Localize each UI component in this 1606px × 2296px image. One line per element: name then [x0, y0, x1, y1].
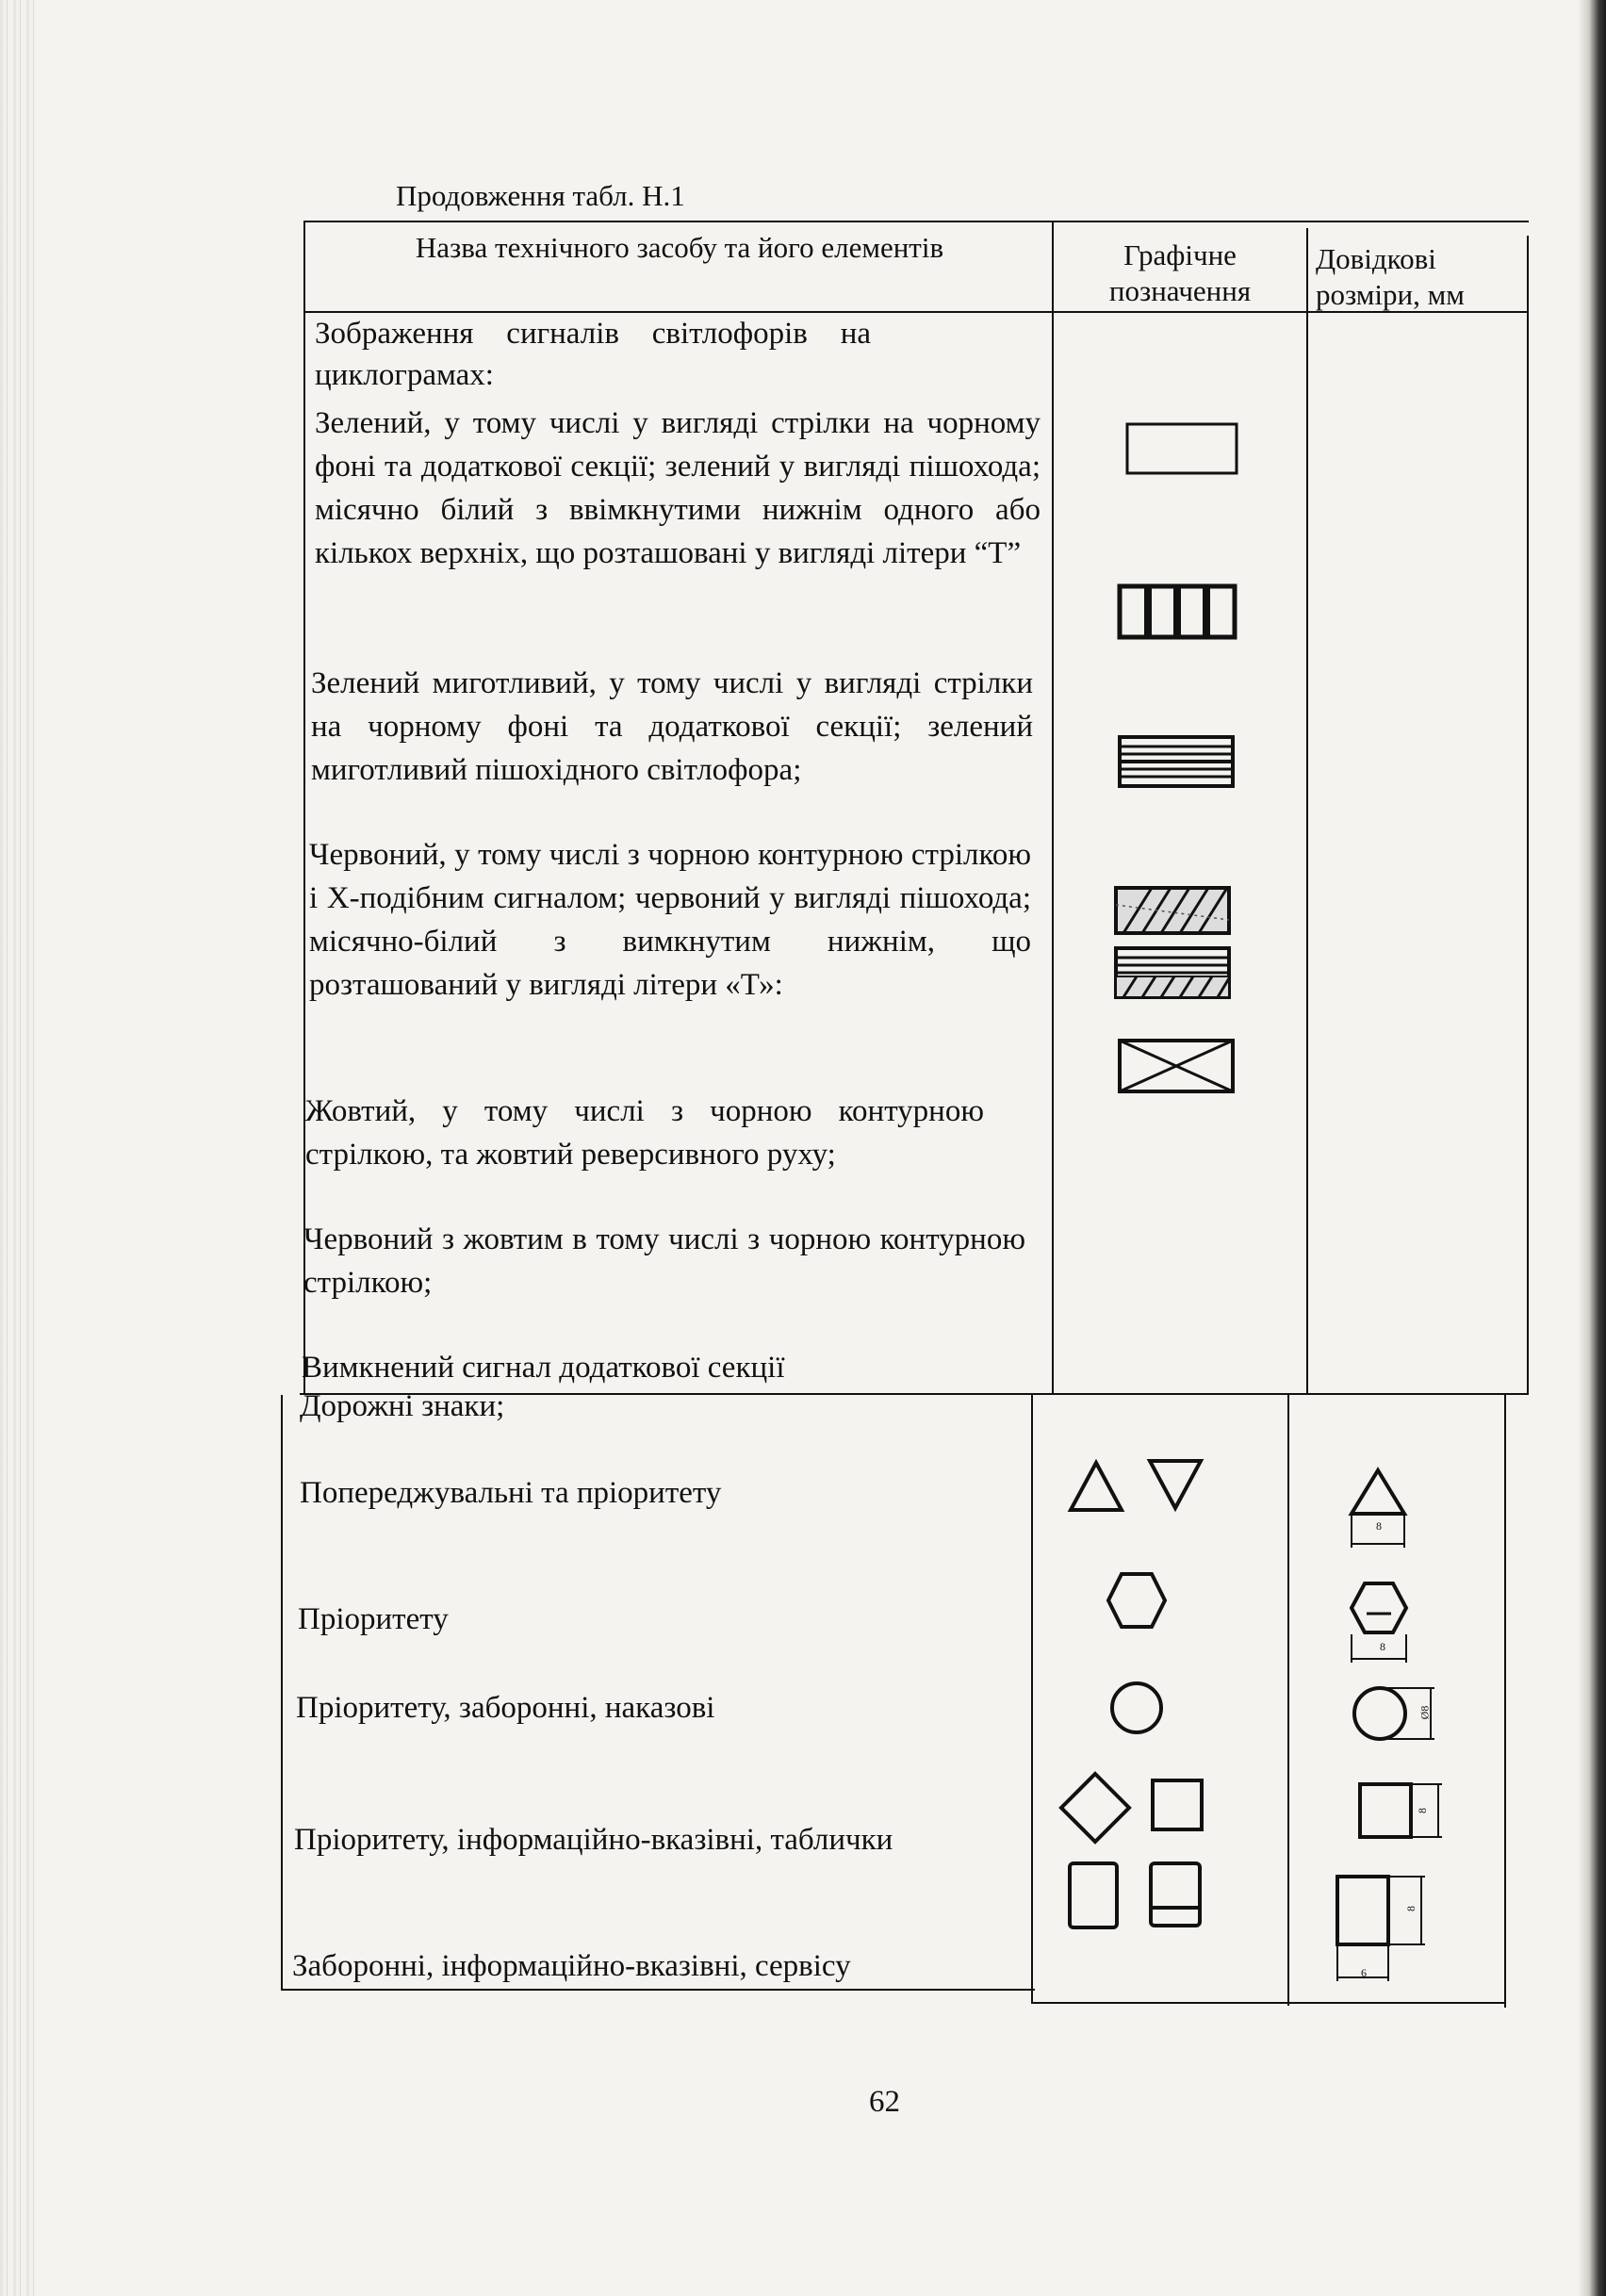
triangle-dimension-label: 8	[1376, 1519, 1382, 1533]
rectangle-plate-sign-icon	[1148, 1861, 1203, 1928]
rectangle-height-label: 8	[1404, 1906, 1418, 1911]
road-sign-row-5: Заборонні, інформаційно-вказівні, сервісу	[292, 1949, 851, 1983]
road-signs-intro: Дорожні знаки;	[300, 1389, 505, 1423]
signal-red-yellow-text: Червоний з жовтим в тому числі з чорною контурною стрілкою;	[303, 1222, 1025, 1300]
circle-sign-icon	[1108, 1680, 1165, 1736]
column-divider-2-upper	[1306, 228, 1308, 1395]
red-yellow-signal-symbol	[1114, 946, 1231, 999]
column-divider-1-lower	[1031, 1395, 1033, 2002]
rectangle-dimension-icon	[1335, 1874, 1429, 1987]
road-sign-row-2: Пріоритету	[298, 1602, 449, 1636]
rectangle-sign-icon	[1067, 1861, 1120, 1930]
table-left-border-lower	[281, 1395, 283, 1991]
road-sign-row-4: Пріоритету, інформаційно-вказівні, таблички	[294, 1823, 893, 1857]
octagon-dimension-icon	[1346, 1580, 1412, 1666]
circle-dimension-label: Ø8	[1418, 1705, 1432, 1720]
table-right-border-upper	[1527, 236, 1529, 1395]
column-divider-1-upper	[1052, 222, 1054, 1395]
off-signal-symbol	[1118, 1039, 1235, 1093]
signal-yellow-text: Жовтий, у тому числі з чорною контурною стрілкою, та жовтий реверсивного руху;	[305, 1094, 984, 1172]
scan-edge-left	[0, 0, 36, 2296]
octagon-dimension-label: 8	[1380, 1640, 1385, 1653]
inverted-triangle-icon	[1146, 1457, 1204, 1512]
square-sign-icon	[1150, 1778, 1204, 1832]
traffic-lights-intro: Зображення сигналів світлофорів на циклограмах:	[315, 317, 871, 392]
table-caption: Продовження табл. Н.1	[396, 179, 685, 212]
square-dimension-label: 8	[1416, 1808, 1429, 1813]
header-graphic: Графічне позначення	[1108, 238, 1252, 307]
table-top-border	[303, 221, 1529, 222]
signal-red-text: Червоний, у тому числі з чорною контурною стрілкою і Х-подібним сигналом; червоний у вигляді пішохода; місячно-білий з вимкнутим нижнім, що розташований у вигляді літери «Т»:	[309, 838, 1031, 1002]
signal-off-text: Вимкнений сигнал додаткової секції	[302, 1351, 785, 1385]
signal-green-text: Зелений, у тому числі у вигляді стрілки на чорному фоні та додаткової секції; зелений у вигляді пішохода; місячно білий з ввімкнутими нижнім одного або кількох верхніх, що розташовані у вигляді літери “Т”	[315, 406, 1041, 570]
green-blinking-signal-symbol	[1118, 735, 1235, 788]
green-signal-symbol	[1125, 422, 1238, 475]
signal-green-blinking-text: Зелений миготливий, у тому числі у вигляді стрілки на чорному фоні та додаткової секції; зелений миготливий пішохідного світлофора;	[311, 666, 1033, 787]
octagon-sign-icon	[1105, 1570, 1169, 1631]
diamond-sign-icon	[1057, 1770, 1133, 1845]
road-sign-row-3: Пріоритету, заборонні, наказові	[296, 1691, 715, 1725]
road-sign-row-1: Попереджувальні та пріоритету	[300, 1476, 722, 1510]
table-bottom-left	[281, 1989, 1035, 1991]
white-lunar-signal-symbol	[1118, 584, 1237, 639]
column-divider-2-lower	[1287, 1395, 1289, 2006]
scan-edge-right	[1578, 0, 1606, 2296]
rectangle-width-label: 6	[1361, 1966, 1367, 1979]
header-sizes: Довідкові розміри, мм	[1316, 242, 1465, 311]
square-dimension-icon	[1357, 1781, 1446, 1844]
header-name: Назва технічного засобу та його елементів	[415, 231, 944, 264]
red-signal-symbol	[1114, 886, 1231, 935]
warning-triangle-icon	[1067, 1459, 1125, 1514]
triangle-dimension-icon	[1346, 1467, 1412, 1553]
table-bottom-right	[1031, 2002, 1506, 2004]
page-number: 62	[869, 2085, 900, 2119]
table-right-border-lower	[1504, 1395, 1506, 2008]
